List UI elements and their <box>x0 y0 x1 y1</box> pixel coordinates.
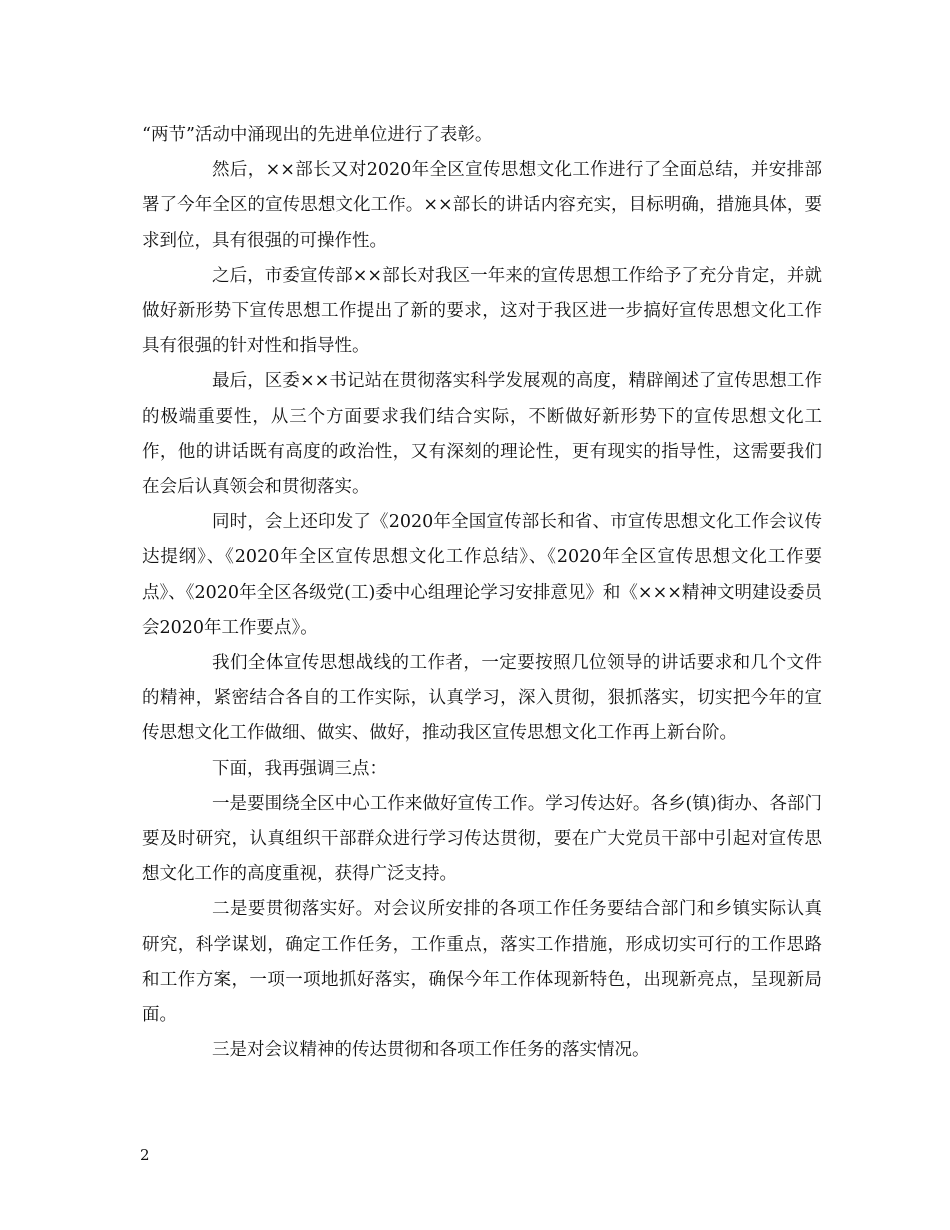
page-number: 2 <box>140 1146 150 1164</box>
paragraph-9: 二是要贯彻落实好。对会议所安排的各项工作任务要结合部门和乡镇实际认真研究，科学谋划，确定工作任务，工作重点，落实工作措施，形成切实可行的工作思路和工作方案，一项一项地抓好落实，确保今年工作体现新特色，出现新亮点，呈现新局面。 <box>142 899 822 1026</box>
paragraph-7: 下面，我再强调三点： <box>212 758 387 779</box>
paragraph-4: 最后，区委××书记站在贯彻落实科学发展观的高度，精辟阐述了宣传思想工作的极端重要性，从三个方面要求我们结合实际，不断做好新形势下的宣传思想文化工作，他的讲话既有高度的政治性，又有深刻的理论性，更有现实的指导性，这需要我们在会后认真领会和贯彻落实。 <box>142 371 822 498</box>
document-body <box>142 118 822 1068</box>
paragraph-2: 然后，××部长又对2020年全区宣传思想文化工作进行了全面总结，并安排部署了今年全区的宣传思想文化工作。××部长的讲话内容充实，目标明确，措施具体，要求到位，具有很强的可操作性。 <box>142 160 822 251</box>
paragraph-10: 三是对会议精神的传达贯彻和各项工作任务的落实情况。 <box>212 1040 650 1061</box>
paragraph-8: 一是要围绕全区中心工作来做好宣传工作。学习传达好。各乡(镇)街办、各部门要及时研究，认真组织干部群众进行学习传达贯彻，要在广大党员干部中引起对宣传思想文化工作的高度重视，获得广泛支持。 <box>142 793 822 885</box>
paragraph-6: 我们全体宣传思想战线的工作者，一定要按照几位领导的讲话要求和几个文件的精神，紧密结合各自的工作实际，认真学习，深入贯彻，狠抓落实，切实把今年的宣传思想文化工作做细、做实、做好，推动我区宣传思想文化工作再上新台阶。 <box>142 653 822 744</box>
paragraph-3: 之后，市委宣传部××部长对我区一年来的宣传思想工作给予了充分肯定，并就做好新形势下宣传思想工作提出了新的要求，这对于我区进一步搞好宣传思想文化工作具有很强的针对性和指导性。 <box>142 265 822 357</box>
paragraph-5: 同时，会上还印发了《2020年全国宣传部长和省、市宣传思想文化工作会议传达提纲》、《2020年全区宣传思想文化工作总结》、《2020年全区宣传思想文化工作要点》、《2020年全区各级党(工)委中心组理论学习安排意见》和《×××精神文明建设委员会2020年工作要点》。 <box>142 512 822 638</box>
paragraph-1: “两节”活动中涌现出的先进单位进行了表彰。 <box>142 125 493 145</box>
